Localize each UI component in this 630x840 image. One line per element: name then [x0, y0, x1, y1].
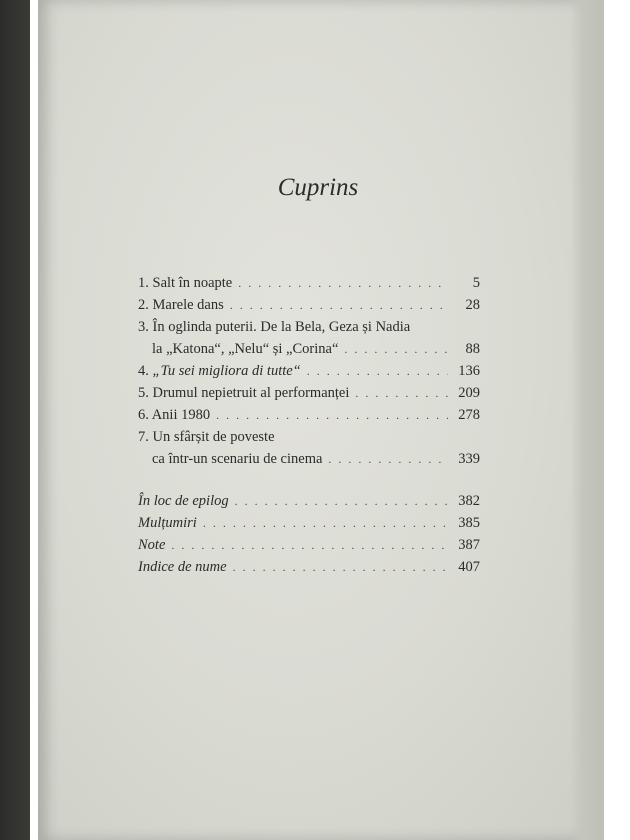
toc-entry-label: 7. Un sfârșit de poveste	[138, 429, 275, 445]
table-of-contents	[138, 272, 480, 578]
toc-entry-label: 1. Salt în noapte	[138, 275, 233, 291]
toc-entry-page: 28	[465, 297, 480, 313]
toc-entry-page: 407	[458, 559, 480, 575]
section-gap	[138, 470, 480, 490]
toc-entry-label	[138, 360, 301, 382]
toc-entry-page: 5	[472, 275, 480, 291]
dot-leader	[171, 534, 448, 556]
toc-entry-label: 6. Anii 1980	[138, 407, 211, 423]
toc-entry-back-matter	[138, 534, 480, 556]
toc-entry-label: Note	[138, 537, 166, 553]
toc-entry-label: 3. În oglinda puterii. De la Bela, Geza și Nadia	[138, 319, 411, 335]
toc-entry	[138, 404, 480, 426]
toc-entry-label: Indice de nume	[138, 559, 227, 575]
dot-leader	[203, 512, 448, 534]
toc-entry-number: 4.	[138, 363, 153, 379]
toc-entry-label-continued: la „Katona“, „Nelu“ și „Corina“	[152, 341, 339, 357]
dot-leader	[230, 294, 448, 316]
toc-entry-page: 385	[458, 515, 480, 531]
dot-leader	[328, 448, 448, 470]
toc-entry-back-matter	[138, 512, 480, 534]
toc-entry-page: 278	[458, 407, 480, 423]
toc-entry-italic-title: „Tu sei migliora di tutte“	[152, 363, 301, 379]
toc-entry	[138, 382, 480, 404]
toc-entry-back-matter	[138, 556, 480, 578]
toc-entry-continuation	[138, 448, 480, 470]
toc-entry-page: 387	[458, 537, 480, 553]
toc-entry	[138, 360, 480, 382]
dot-leader	[235, 490, 448, 512]
page-title: Cuprins	[277, 174, 359, 201]
dot-leader	[233, 556, 448, 578]
toc-entry-page: 88	[465, 341, 480, 357]
toc-entry-back-matter	[138, 490, 480, 512]
dot-leader	[238, 272, 448, 294]
toc-entry	[138, 294, 480, 316]
toc-entry-page: 339	[458, 451, 480, 467]
toc-entry-label: 5. Drumul nepietruit al performanței	[138, 385, 350, 401]
dot-leader	[216, 404, 448, 426]
book-page	[38, 0, 598, 840]
toc-entry-page: 382	[458, 493, 480, 509]
toc-entry-continuation	[138, 338, 480, 360]
dot-leader	[344, 338, 448, 360]
toc-entry	[138, 316, 480, 338]
toc-entry	[138, 272, 480, 294]
toc-entry-label: 2. Marele dans	[138, 297, 224, 313]
toc-entry-label-continued: ca într-un scenariu de cinema	[152, 451, 323, 467]
toc-entry-page: 136	[458, 363, 480, 379]
dot-leader	[355, 382, 448, 404]
toc-entry-page: 209	[458, 385, 480, 401]
toc-entry-label: Mulțumiri	[138, 515, 197, 531]
toc-entry	[138, 426, 480, 448]
dot-leader	[307, 360, 448, 382]
toc-entry-label: În loc de epilog	[138, 493, 229, 509]
